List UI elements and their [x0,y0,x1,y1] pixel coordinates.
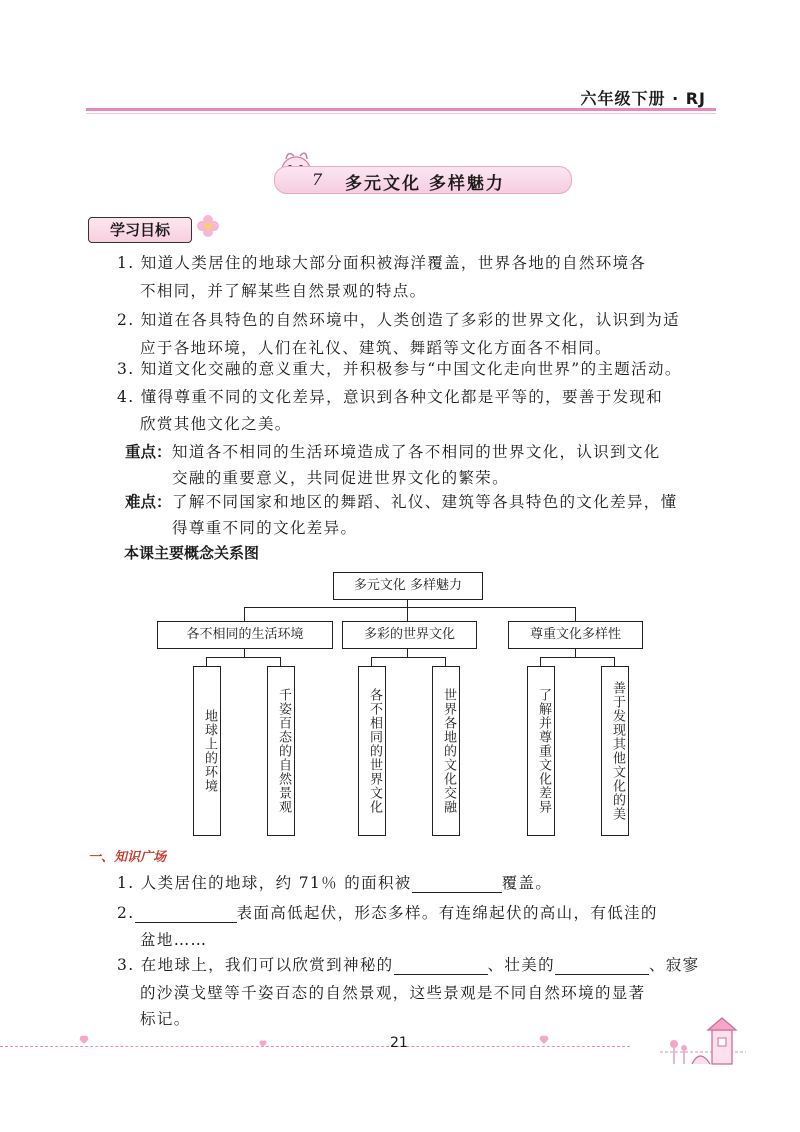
connector [244,607,245,621]
leaf-cultural-blending: 世界各地的文化交融 [432,666,460,836]
section-title: 一、知识广场 [88,850,167,865]
branch-respect-diversity: 尊重文化多样性 [508,621,643,649]
branch-environment: 各不相同的生活环境 [157,621,333,649]
branch-world-culture: 多彩的世界文化 [342,621,477,649]
key-point-label: 重点： [125,443,172,461]
answer-blank[interactable] [555,956,649,975]
heart-decoration-icon [60,1026,650,1056]
question-2-number: 2. [117,904,135,922]
connector [575,607,576,621]
difficulty-text-continued: 得尊重不同的文化差异。 [172,519,358,537]
question-1-text-end: 覆盖。 [501,874,553,892]
grade-label: 六年级下册 · RJ [580,89,706,108]
header-divider-thin [86,113,716,114]
answer-blank[interactable] [135,904,237,923]
leaf-earth-environment: 地球上的环境 [193,666,221,836]
connector [614,657,615,666]
question-2-continued: 盆地…… [140,931,208,949]
connector [407,607,408,621]
concept-map-heading: 本课主要概念关系图 [124,544,260,562]
connector [540,657,615,658]
question-3 [117,953,700,975]
question-3-continued: 的沙漠戈壁等千姿百态的自然景观，这些景观是不同自然环境的显著 [140,984,646,1002]
concept-root: 多元文化 多样魅力 [333,572,483,600]
connector [445,657,446,666]
learning-goals-label: 学习目标 [88,217,192,243]
question-1 [117,871,552,893]
lesson-number: 7 [312,170,323,189]
connector [206,657,281,658]
answer-blank[interactable] [394,956,488,975]
goal-item: 3. 知道文化交融的意义重大，并积极参与“中国文化走向世界”的主题活动。 [117,360,682,378]
leaf-appreciate-beauty: 善于发现其他文化的美 [601,666,629,836]
question-3-text: 3. 在地球上，我们可以欣赏到神秘的 [117,956,394,974]
leaf-natural-landscapes: 千姿百态的自然景观 [267,666,295,836]
page-number: 21 [390,1035,408,1051]
goal-item-continued: 欣赏其他文化之美。 [140,415,292,433]
difficulty-label: 难点： [125,493,172,511]
connector [540,657,541,666]
goal-item: 2. 知道在各具特色的自然环境中，人类创造了多彩的世界文化，认识到为适 [117,311,680,329]
flower-icon [196,214,220,238]
connector [280,657,281,666]
connector [206,657,207,666]
question-1-text: 1. 人类居住的地球，约 71％ 的面积被 [117,874,412,892]
leaf-different-cultures: 各不相同的世界文化 [358,666,386,836]
question-3-text-c: 、寂寥 [648,956,700,974]
lesson-title: 多元文化 多样魅力 [345,174,505,194]
header-divider [86,108,716,111]
connector [371,657,372,666]
key-point-text: 知道各不相同的生活环境造成了各不相同的世界文化，认识到文化 [172,443,661,461]
goal-item: 1. 知道人类居住的地球大部分面积被海洋覆盖，世界各地的自然环境各 [117,254,647,272]
question-3-end: 标记。 [140,1010,191,1028]
house-icon [660,1016,746,1068]
connector [371,657,446,658]
answer-blank[interactable] [412,874,502,893]
question-3-text-b: 、壮美的 [487,956,555,974]
question-2 [117,901,658,923]
question-2-text: 表面高低起伏，形态多样。有连绵起伏的高山，有低洼的 [236,904,658,922]
difficulty-text: 了解不同国家和地区的舞蹈、礼仪、建筑等各具特色的文化差异，懂 [172,493,678,511]
goal-item-continued: 不相同，并了解某些自然景观的特点。 [140,282,427,300]
goal-item: 4. 懂得尊重不同的文化差异，意识到各种文化都是平等的，要善于发现和 [117,388,664,406]
connector [244,607,576,608]
goal-item-continued: 应于各地环境，人们在礼仪、建筑、舞蹈等文化方面各不相同。 [140,339,612,357]
leaf-respect-differences: 了解并尊重文化差异 [527,666,555,836]
key-point-text-continued: 交融的重要意义，共同促进世界文化的繁荣。 [172,469,510,487]
